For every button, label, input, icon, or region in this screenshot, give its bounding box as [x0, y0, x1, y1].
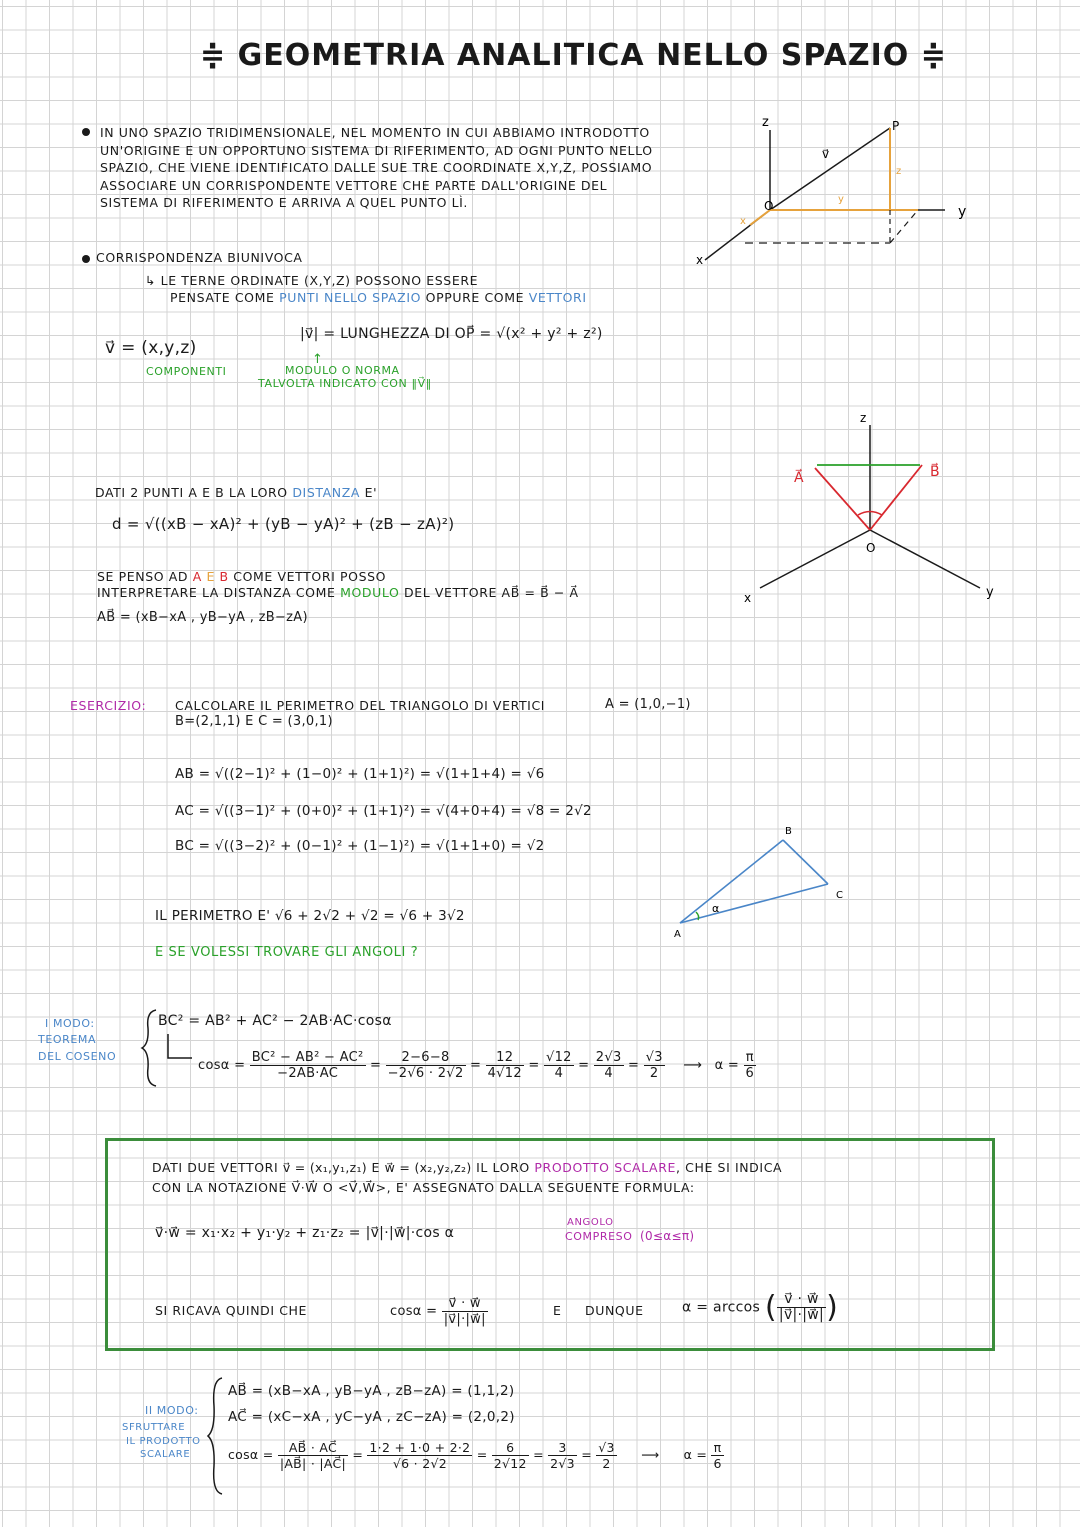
denominator: |AB⃗| · |AC⃗|: [279, 1456, 347, 1471]
denominator: 2: [649, 1066, 659, 1081]
vertex-c: C: [836, 890, 843, 901]
equals: =: [469, 1058, 482, 1073]
interpret-text-2: DEL VETTORE AB⃗ = B⃗ − A⃗: [404, 585, 579, 600]
numerator: 3: [548, 1440, 577, 1456]
numerator: 1·2 + 1·0 + 2·2: [369, 1440, 471, 1455]
exercise-label: ESERCIZIO:: [70, 698, 147, 713]
up-arrow: ↑: [312, 352, 324, 367]
bc-computation: BC = √((3−2)² + (0−1)² + (1−1)²) = √(1+1+0) = √2: [175, 838, 545, 854]
modulo-formula: |v⃗| = LUNGHEZZA DI OP⃗ = √(x² + y² + z²): [300, 326, 603, 342]
cos-scalar-derivation: [228, 1440, 724, 1471]
z-label: z: [762, 115, 769, 130]
denominator: 2: [602, 1456, 611, 1471]
denominator: |v⃗|·|w⃗|: [778, 1307, 825, 1323]
system-brace: [140, 1008, 160, 1088]
alpha-label: α: [712, 902, 720, 915]
denominator: 4: [554, 1066, 564, 1081]
ricava-text: SI RICAVA QUINDI CHE: [155, 1303, 308, 1318]
bullet-dot: [82, 128, 90, 136]
numerator: √3: [645, 1050, 663, 1065]
talvolta-label: TALVOLTA INDICATO CON ‖V⃗‖: [258, 377, 432, 390]
angles-question: E SE VOLESSI TROVARE GLI ANGOLI ?: [155, 945, 419, 960]
interpret-text: INTERPRETARE LA DISTANZA COME: [97, 585, 336, 600]
distance-intro: [95, 485, 377, 500]
method2-label-4: SCALARE: [140, 1449, 191, 1460]
fraction-5: [596, 1440, 617, 1471]
point-b-label: B: [219, 569, 229, 584]
ac-computation: AC = √((3−1)² + (0+0)² + (1+1)²) = √(4+0+4) = √8 = 2√2: [175, 803, 592, 819]
punti-label: PUNTI NELLO SPAZIO: [279, 290, 422, 305]
fraction-3: [492, 1440, 529, 1471]
scalar-line-2: CON LA NOTAZIONE V⃗·W⃗ O <V⃗,W⃗>, E' ASSEGNATO DALLA SEGUENTE FORMULA:: [152, 1180, 695, 1195]
vector-b: [870, 465, 922, 530]
cos-fraction: [442, 1296, 488, 1327]
a-label: A⃗: [794, 470, 804, 486]
modulo-label: MODULO O NORMA: [285, 364, 400, 377]
close-paren: ): [826, 1290, 839, 1325]
angle-range: (0≤α≤π): [640, 1229, 695, 1243]
penso-text-2: COME VETTORI POSSO: [233, 569, 387, 584]
angolo-label: ANGOLO: [567, 1217, 614, 1228]
modulo-word: MODULO: [340, 585, 400, 600]
bullet-dot: [82, 255, 90, 263]
v-label: v⃗: [822, 147, 830, 161]
method2-label-2: SFRUTTARE: [122, 1422, 186, 1433]
equals: =: [528, 1058, 540, 1073]
fraction-result: [711, 1440, 723, 1471]
method2-label: II MODO:: [145, 1404, 199, 1417]
fraction-result: [744, 1050, 757, 1081]
arrow-icon: ⟶: [641, 1447, 660, 1462]
alpha-lhs: α =: [714, 1058, 740, 1073]
x-label: x: [696, 253, 704, 267]
origin-label: O: [866, 541, 876, 555]
zcomp-label: z: [896, 166, 902, 177]
numerator: v⃗ · w⃗: [777, 1292, 826, 1308]
equals: =: [369, 1058, 382, 1073]
fraction-4: [544, 1050, 574, 1081]
ab-components: AB⃗ = (xB−xA , yB−yA , zB−zA) = (1,1,2): [228, 1383, 515, 1399]
exercise-points-bc: B=(2,1,1) E C = (3,0,1): [175, 714, 333, 729]
cos-lhs: cosα =: [228, 1447, 274, 1462]
x-label: x: [744, 591, 752, 605]
scalar-text-3: , CHE SI INDICA: [676, 1160, 783, 1175]
cosine-law: BC² = AB² + AC² − 2AB·AC·cosα: [158, 1013, 392, 1029]
numerator: √12: [545, 1050, 572, 1065]
intro-paragraph: IN UNO SPAZIO TRIDIMENSIONALE, NEL MOMENTO IN CUI ABBIAMO INTRODOTTO UN'ORIGINE E UN OPPORTUNO SISTEMA DI RIFERIMENTO, AD OGNI PUNTO NELLO SPAZIO, CHE VIENE IDENTIFICATO DALLE SUE TRE COORDINATE X,Y,Z, POSSIAMO ASSOCIARE UN CORRISPONDENTE VETTORE CHE PARTE DALL'ORIGINE DEL SISTEMA DI RIFERIMENTO E ARRIVA A QUEL PUNTO LÌ.: [100, 125, 653, 210]
fraction-2: [367, 1440, 472, 1471]
fraction-4: [548, 1440, 577, 1471]
side-ac: [680, 884, 828, 923]
p-label: P: [892, 119, 900, 133]
scalar-line-1: [152, 1160, 782, 1175]
vettori-label: VETTORI: [528, 290, 587, 305]
vertex-b: B: [785, 826, 792, 837]
arrow-icon: ⟶: [683, 1058, 703, 1073]
open-paren: (: [764, 1290, 777, 1325]
denominator: −2AB·AC: [277, 1066, 339, 1081]
z-label: z: [860, 411, 867, 425]
page-title: ≑ GEOMETRIA ANALITICA NELLO SPAZIO ≑: [200, 38, 947, 73]
dunque-text: DUNQUE: [585, 1303, 644, 1318]
cos-lhs: cosα =: [390, 1304, 438, 1319]
equals: =: [581, 1447, 592, 1462]
arccos-fraction: [777, 1292, 826, 1323]
fraction-2: [386, 1050, 466, 1081]
dunque-e: E: [553, 1303, 562, 1318]
scalar-formula: v⃗·w⃗ = x₁·x₂ + y₁·y₂ + z₁·z₂ = |v⃗|·|w⃗|·cos α: [155, 1225, 455, 1241]
numerator: √3: [598, 1440, 615, 1455]
numerator: AB⃗ · AC⃗: [278, 1440, 348, 1456]
penso-text: SE PENSO AD: [97, 569, 189, 584]
distance-formula: d = √((xB − xA)² + (yB − yA)² + (zB − zA)²): [112, 515, 455, 533]
method1-label-2: TEOREMA: [38, 1033, 97, 1046]
equals: =: [476, 1447, 488, 1462]
equals: =: [352, 1447, 364, 1462]
biunivoca-heading: CORRISPONDENZA BIUNIVOCA: [96, 250, 303, 265]
point-a-label: A: [192, 569, 202, 584]
numerator: BC² − AB² − AC²: [251, 1050, 364, 1065]
method2-brace: [206, 1376, 226, 1496]
denominator: 4√12: [487, 1066, 522, 1081]
denominator: 6: [713, 1456, 722, 1471]
numerator: π: [711, 1440, 723, 1456]
numerator: 6: [492, 1440, 529, 1456]
terne-text: PENSATE COME: [170, 290, 275, 305]
y-label: y: [958, 204, 967, 220]
scalar-text-2: IL LORO: [476, 1160, 530, 1175]
b-label: B⃗: [930, 464, 940, 480]
denominator: 2√12: [493, 1456, 527, 1471]
arccos-lhs: α = arccos: [682, 1299, 761, 1316]
side-bc: [783, 840, 828, 884]
alpha-lhs: α =: [683, 1447, 708, 1462]
numerator: 2−6−8: [386, 1050, 466, 1066]
componenti-label: COMPONENTI: [146, 365, 227, 378]
prodotto-scalare-label: PRODOTTO SCALARE: [534, 1160, 676, 1175]
and-label: E: [206, 569, 215, 584]
cos-derivation: [198, 1050, 756, 1081]
method1-label-3: DEL COSENO: [38, 1050, 117, 1063]
and-text: E: [371, 1160, 381, 1175]
y-axis: [870, 530, 980, 588]
perimeter-result: IL PERIMETRO E' √6 + 2√2 + √2 = √6 + 3√2: [155, 908, 465, 924]
numerator: 12: [486, 1050, 524, 1066]
numerator: 2√3: [595, 1050, 622, 1065]
cos-lhs: cosα =: [198, 1058, 246, 1073]
cos-formula: [390, 1296, 488, 1327]
fraction-1: [250, 1050, 366, 1081]
vector-op: [770, 128, 890, 210]
triangle-diagram: [660, 820, 860, 940]
fraction-1: [278, 1440, 348, 1471]
vector-definition: v⃗ = (x,y,z): [105, 338, 197, 358]
equals: =: [627, 1058, 640, 1073]
denominator: 6: [745, 1066, 755, 1081]
exercise-point-a: A = (1,0,−1): [605, 697, 691, 712]
scalar-text: DATI DUE VETTORI: [152, 1160, 279, 1175]
arccos-formula: [682, 1290, 838, 1325]
compreso-label: COMPRESO: [565, 1230, 633, 1243]
method2-label-3: IL PRODOTTO: [126, 1436, 201, 1447]
denominator: √6 · 2√2: [392, 1456, 447, 1471]
x-axis: [760, 530, 870, 588]
fraction-5: [594, 1050, 624, 1081]
fraction-3: [486, 1050, 524, 1081]
interpret-line: [97, 585, 579, 600]
numerator: v⃗ · w⃗: [442, 1296, 488, 1312]
fraction-6: [644, 1050, 665, 1081]
oppure-text: OPPURE COME: [425, 290, 525, 305]
ab-vector-formula: AB⃗ = (xB−xA , yB−yA , zB−zA): [97, 610, 308, 625]
terne-line: ↳ LE TERNE ORDINATE (X,Y,Z) POSSONO ESSERE: [145, 273, 479, 288]
ac-components: AC⃗ = (xC−xA , yC−yA , zC−zA) = (2,0,2): [228, 1409, 515, 1425]
ycomp-label: y: [838, 194, 844, 205]
method1-label: I MODO:: [45, 1017, 95, 1030]
denominator: |v⃗|·|w⃗|: [443, 1312, 486, 1327]
exercise-text: CALCOLARE IL PERIMETRO DEL TRIANGOLO DI VERTICI: [175, 698, 546, 713]
projection-dash: [890, 210, 918, 243]
equals: =: [533, 1447, 544, 1462]
distance-text: DATI 2 PUNTI A E B LA LORO: [95, 485, 288, 500]
denominator: 4: [604, 1066, 613, 1081]
equals: =: [578, 1058, 590, 1073]
distanza-label: DISTANZA: [292, 485, 361, 500]
vector-w: w⃗ = (x₂,y₂,z₂): [384, 1160, 472, 1175]
denominator: −2√6 · 2√2: [387, 1066, 464, 1081]
axes-3d-diagram: [690, 110, 990, 280]
vector-a: [815, 468, 870, 530]
distance-text-2: E': [364, 485, 378, 500]
vectors-ab-diagram: [730, 410, 1030, 610]
side-ab: [680, 840, 783, 923]
vertex-a: A: [674, 929, 681, 940]
origin-label: O: [764, 199, 774, 213]
xcomp-label: x: [740, 216, 746, 227]
penso-line: [97, 569, 386, 584]
terne-line-2: [170, 290, 587, 305]
y-label: y: [986, 585, 994, 600]
denominator: 2√3: [550, 1456, 575, 1471]
ab-computation: AB = √((2−1)² + (1−0)² + (1+1)²) = √(1+1+4) = √6: [175, 766, 545, 782]
return-arrow: [166, 1034, 196, 1064]
vector-v: v⃗ = (x₁,y₁,z₁): [282, 1160, 367, 1175]
numerator: π: [744, 1050, 757, 1066]
